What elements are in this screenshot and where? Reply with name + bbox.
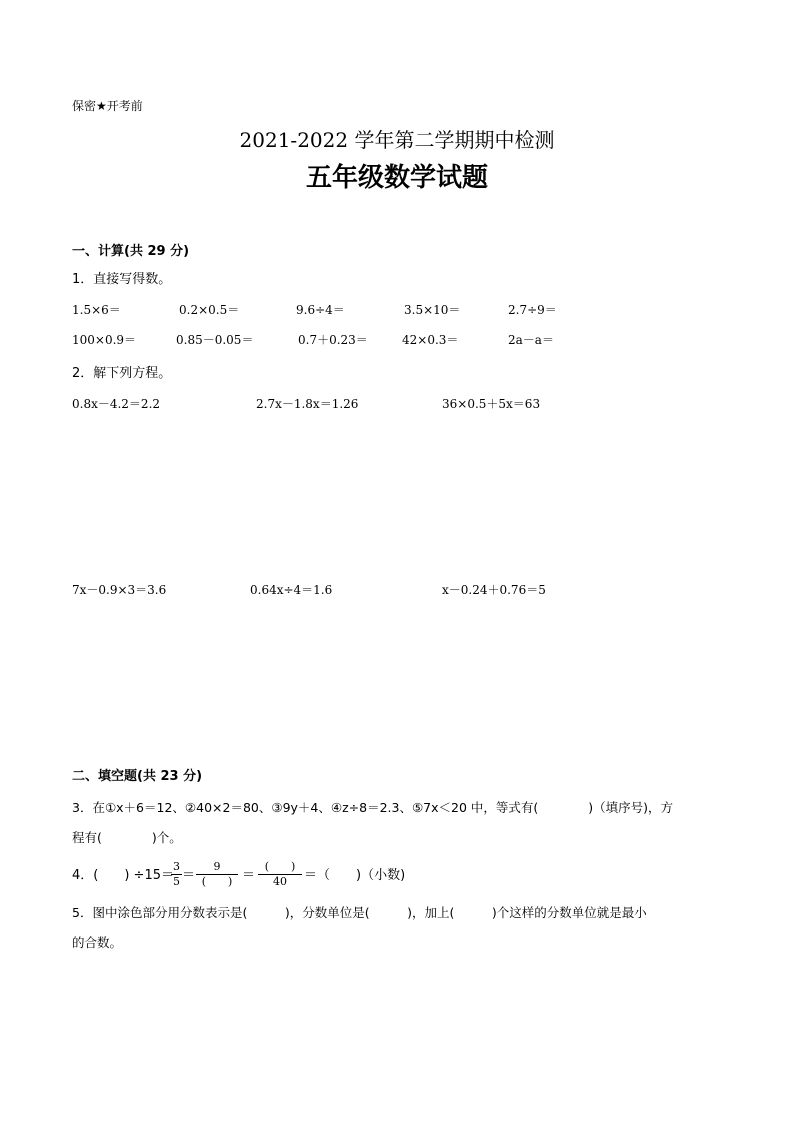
q2-equation: 7x－0.9×3＝3.6	[72, 583, 167, 597]
q4-fraction-1-denominator: 5	[173, 875, 180, 888]
q4-part2: ＝（ )（小数)	[304, 868, 406, 883]
q2-label: 2．解下列方程。	[72, 366, 172, 381]
q1-expr: 0.85－0.05＝	[176, 333, 254, 347]
section2-heading: 二、填空题(共 23 分)	[72, 769, 203, 784]
q4-equals: ＝	[182, 868, 196, 883]
q5-line1: 5．图中涂色部分用分数表示是( )，分数单位是( )，加上( )个这样的分数单位就是最小	[72, 905, 647, 920]
q2-equation: 2.7x－1.8x＝1.26	[256, 397, 359, 411]
q4-fraction-3-numerator: ( )	[264, 860, 296, 873]
q4-fraction-2-denominator: ( )	[196, 874, 238, 889]
q4-part1: 4．( ) ÷15＝	[72, 868, 174, 883]
q2-equation: 0.64x÷4＝1.6	[250, 583, 333, 597]
q4-fraction-1	[171, 860, 182, 889]
q1-expr: 100×0.9＝	[72, 333, 137, 347]
q1-expr: 0.7＋0.23＝	[298, 333, 368, 347]
q3-line1: 3．在①x＋6＝12、②40×2＝80、③9y＋4、④z÷8＝2.3、⑤7x＜20 中，等式有( )（填序号)，方	[72, 800, 674, 815]
q2-equation: 36×0.5＋5x＝63	[442, 397, 541, 411]
q1-expr: 2a－a＝	[508, 333, 554, 347]
q1-label: 1．直接写得数。	[72, 272, 172, 287]
q1-expr: 0.2×0.5＝	[179, 303, 240, 317]
q1-expr: 1.5×6＝	[72, 303, 121, 317]
q4-fraction-2	[196, 860, 238, 889]
exam-title-line1: 2021-2022 学年第二学期期中检测	[239, 128, 555, 152]
q4-fraction-1-numerator: 3	[173, 860, 180, 873]
q1-expr: 42×0.3＝	[402, 333, 459, 347]
confidential-label: 保密★开考前	[72, 99, 143, 113]
q4-fraction-3	[258, 860, 302, 889]
q1-expr: 2.7÷9＝	[508, 303, 557, 317]
q4-fraction-2-numerator: 9	[213, 860, 221, 873]
exam-title-line2: 五年级数学试题	[305, 163, 488, 193]
q4-fraction-3-denominator: 40	[258, 874, 302, 889]
q3-line2: 程有( )个。	[72, 830, 182, 845]
section1-heading: 一、计算(共 29 分)	[72, 244, 190, 259]
q5-line2: 的合数。	[72, 935, 123, 950]
q2-equation: 0.8x－4.2＝2.2	[72, 397, 161, 411]
q4-equals: ＝	[242, 868, 256, 883]
q2-equation: x－0.24＋0.76＝5	[442, 583, 546, 597]
q1-expr: 9.6÷4＝	[296, 303, 345, 317]
q1-expr: 3.5×10＝	[404, 303, 461, 317]
